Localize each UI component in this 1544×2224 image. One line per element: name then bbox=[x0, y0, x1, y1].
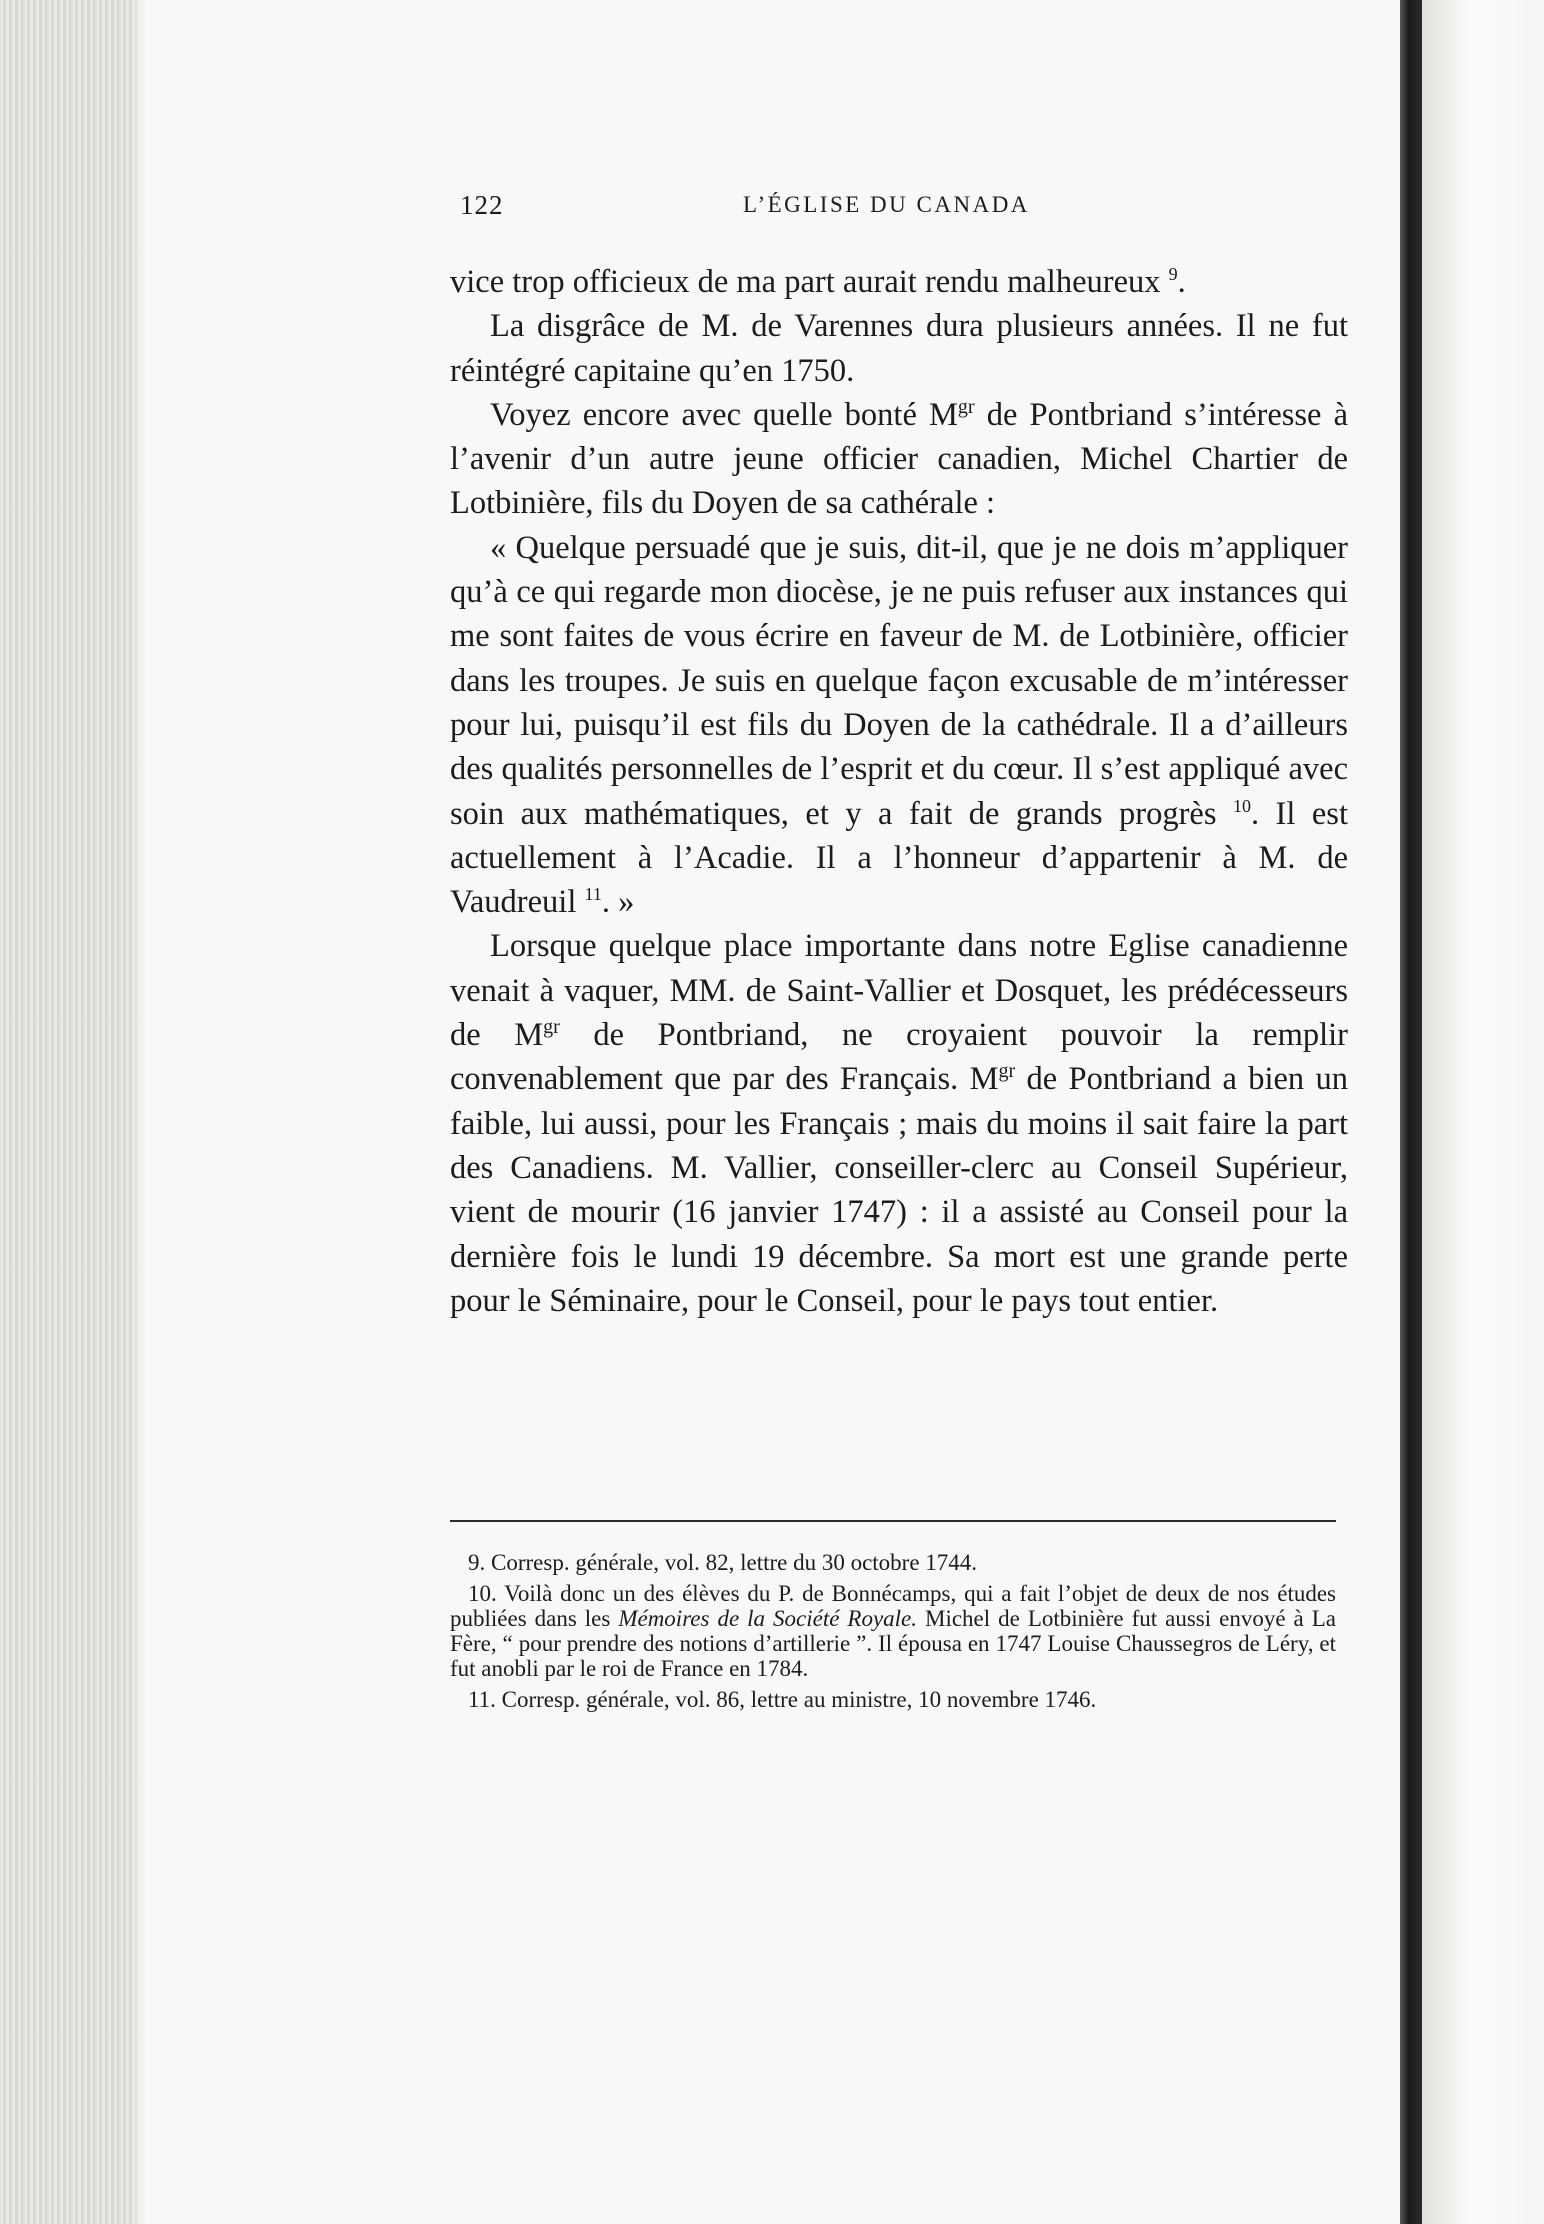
footnote-11: 11. Corresp. générale, vol. 86, lettre au ministre, 10 novembre 1746. bbox=[468, 1687, 1097, 1712]
footnote-divider bbox=[450, 1520, 1336, 1522]
book-gutter bbox=[1400, 0, 1422, 2224]
footnote-ref-9: 9 bbox=[1168, 264, 1178, 285]
paragraph-1-end: . bbox=[1177, 264, 1186, 300]
page-number: 122 bbox=[460, 190, 504, 220]
running-head bbox=[460, 190, 1340, 230]
paragraph-5-text-a: Lorsque quelque place importante dans notre Eglise canadienne venait à vaquer, MM. de Saint-Vallier et Dosquet, les prédécesseurs de M bbox=[450, 928, 1348, 1054]
quotation-text-a: « Quelque persuadé que je suis, dit-il, que je ne dois m’appliquer qu’à ce qui regarde mon diocèse, je ne puis refuser aux instances qui me sont faites de vous écrire en faveur de M. de Lotbinière, officier dans les troupes. Je suis en quelque façon excusable de m’intéresser pour lui, puisqu’il est fils du Doyen de la cathédrale. Il a d’ailleurs des qualités personnelles de l’esprit et du cœur. Il s’est appliqué avec soin aux mathématiques, et y a fait de grands progrès bbox=[450, 529, 1348, 832]
monseigneur-abbr: gr bbox=[998, 1060, 1016, 1083]
paragraph-5 bbox=[450, 924, 1348, 1323]
book-page-edges bbox=[0, 0, 145, 2224]
paragraph-2: La disgrâce de M. de Varennes dura plusieurs années. Il ne fut réintégré capitaine qu’en 1750. bbox=[450, 308, 1348, 389]
paragraph-3-text-b: de Pontbriand s’intéresse à l’avenir d’un autre jeune officier canadien, Michel Chartier de Lotbinière, fils du Doyen de sa cathérale : bbox=[450, 396, 1349, 522]
running-title: L’ÉGLISE DU CANADA bbox=[743, 192, 1030, 217]
paragraph-5-text-c: de Pontbriand a bien un faible, lui aussi, pour les Français ; mais du moins il sait faire la part des Canadiens. M. Vallier, conseiller-clerc au Conseil Supérieur, vient de mourir (16 janvier 1747) : il a assisté au Conseil pour la dernière fois le lundi 19 décembre. Sa mort est une grande perte pour le Séminaire, pour le Conseil, pour le pays tout entier. bbox=[450, 1061, 1348, 1319]
footnote-9: 9. Corresp. générale, vol. 82, lettre du 30 octobre 1744. bbox=[468, 1550, 978, 1575]
main-text bbox=[450, 260, 1348, 1323]
footnote-10-text-a: 10. Voilà donc un des élèves du P. de Bonnécamps, qui a fait l’objet de deux de nos études publiées dans les bbox=[450, 1581, 1336, 1631]
footnote-ref-10: 10 bbox=[1232, 795, 1251, 816]
footnotes bbox=[450, 1550, 1336, 1718]
facing-page-edge bbox=[1422, 0, 1544, 2224]
monseigneur-abbr: gr bbox=[543, 1016, 560, 1039]
footnote-10-text-b: Michel de Lotbinière fut aussi envoyé à La Fère, “ pour prendre des notions d’artillerie ”. Il épousa en 1747 Louise Chaussegros de Léry, et fut anobli par le roi de France en 1784. bbox=[450, 1606, 1336, 1681]
monseigneur-abbr: gr bbox=[957, 396, 975, 419]
footnote-ref-11: 11 bbox=[584, 884, 602, 905]
footnote-10-title: Mémoires de la Société Royale. bbox=[618, 1606, 918, 1631]
paragraph-3 bbox=[450, 393, 1348, 526]
quotation-text-b: . Il est actuellement à l’Acadie. Il a l’honneur d’appartenir à M. de Vaudreuil bbox=[450, 795, 1348, 921]
paragraph-3-text-a: Voyez encore avec quelle bonté M bbox=[490, 396, 958, 433]
footnote-10 bbox=[450, 1581, 1336, 1681]
paragraph-5-text-b: de Pontbriand, ne croyaient pouvoir la remplir convenablement que par des Français. M bbox=[450, 1017, 1348, 1098]
paragraph-1-text: vice trop officieux de ma part aurait rendu malheureux bbox=[450, 264, 1169, 300]
paragraph-1 bbox=[450, 260, 1348, 304]
quotation-paragraph bbox=[450, 526, 1348, 925]
quotation-text-c: . » bbox=[601, 884, 635, 921]
